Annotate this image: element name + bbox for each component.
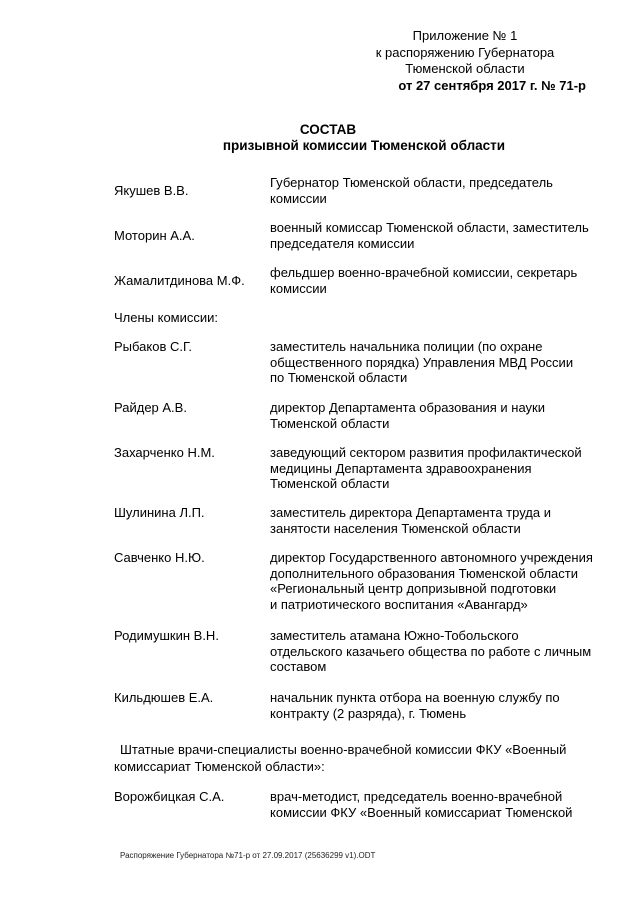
person-role bbox=[270, 445, 620, 492]
role-line: по Тюменской области bbox=[270, 370, 408, 386]
role-line: отдельского казачьего общества по работе с личным bbox=[270, 643, 592, 659]
staff-paragraph bbox=[114, 742, 620, 775]
role-line: председателя комиссии bbox=[270, 235, 415, 251]
person-role bbox=[270, 175, 620, 206]
appendix-reference: к распоряжению Губернатора bbox=[375, 44, 555, 60]
role-line: начальник пункта отбора на военную службу по bbox=[270, 690, 560, 705]
person-name: Моторин А.А. bbox=[114, 228, 195, 243]
role-line: директор Государственного автономного учреждения bbox=[270, 550, 593, 565]
person-name: Кильдюшев Е.А. bbox=[114, 690, 214, 705]
person-role bbox=[270, 690, 620, 721]
role-line: военный комиссар Тюменской области, заместитель bbox=[270, 220, 589, 235]
person-role bbox=[270, 628, 620, 675]
person-role bbox=[270, 400, 620, 431]
role-line: Губернатор Тюменской области, председатель bbox=[270, 175, 553, 190]
person-name: Родимушкин В.Н. bbox=[114, 628, 219, 643]
role-line: заместитель директора Департамента труда и bbox=[270, 505, 551, 520]
role-line: дополнительного образования Тюменской области bbox=[270, 565, 578, 581]
role-line: заместитель атамана Южно-Тобольского bbox=[270, 628, 519, 643]
role-line: заместитель начальника полиции (по охране bbox=[270, 339, 543, 354]
role-line: комиссии bbox=[270, 280, 327, 296]
role-line: комиссии ФКУ «Военный комиссариат Тюменской bbox=[270, 804, 573, 820]
role-line: фельдшер военно-врачебной комиссии, секретарь bbox=[270, 265, 578, 280]
document-title: СОСТАВ bbox=[299, 122, 357, 137]
person-name: Рыбаков С.Г. bbox=[114, 339, 193, 354]
person-name: Жамалитдинова М.Ф. bbox=[114, 273, 245, 288]
role-line: медицины Департамента здравоохранения bbox=[270, 460, 532, 476]
appendix-header bbox=[340, 28, 590, 94]
person-name: Якушев В.В. bbox=[114, 183, 189, 198]
person-role bbox=[270, 789, 620, 820]
person-role bbox=[270, 505, 620, 536]
appendix-date: от 27 сентября 2017 г. № 71-р bbox=[398, 77, 586, 93]
person-role bbox=[270, 265, 620, 296]
person-name: Захарченко Н.М. bbox=[114, 445, 215, 460]
person-name: Ворожбицкая С.А. bbox=[114, 789, 225, 804]
document-footer: Распоряжение Губернатора №71-р от 27.09.2017 (25636299 v1).ODT bbox=[120, 851, 376, 860]
role-line: врач-методист, председатель военно-врачебной bbox=[270, 789, 563, 804]
paragraph-line: комиссариат Тюменской области»: bbox=[114, 758, 325, 774]
role-line: контракту (2 разряда), г. Тюмень bbox=[270, 705, 467, 721]
role-line: и патриотического воспитания «Авангард» bbox=[270, 596, 528, 612]
person-role bbox=[270, 339, 620, 386]
role-line: комиссии bbox=[270, 190, 327, 206]
role-line: занятости населения Тюменской области bbox=[270, 520, 521, 536]
role-line: Тюменской области bbox=[270, 415, 390, 431]
appendix-number: Приложение № 1 bbox=[412, 28, 518, 43]
role-line: директор Департамента образования и науки bbox=[270, 400, 546, 415]
paragraph-line: Штатные врачи-специалисты военно-врачебной комиссии ФКУ «Военный bbox=[120, 742, 567, 757]
person-role bbox=[270, 220, 620, 251]
person-name: Савченко Н.Ю. bbox=[114, 550, 205, 565]
person-name: Райдер А.В. bbox=[114, 400, 187, 415]
person-name: Шулинина Л.П. bbox=[114, 505, 205, 520]
person-role bbox=[270, 550, 620, 612]
members-label: Члены комиссии: bbox=[114, 310, 219, 325]
appendix-region: Тюменской области bbox=[405, 61, 525, 76]
role-line: «Региональный центр допризывной подготовки bbox=[270, 581, 557, 597]
role-line: Тюменской области bbox=[270, 476, 390, 492]
role-line: заведующий сектором развития профилактической bbox=[270, 445, 582, 460]
role-line: общественного порядка) Управления МВД России bbox=[270, 354, 574, 370]
document-subtitle: призывной комиссии Тюменской области bbox=[222, 138, 506, 153]
role-line: составом bbox=[270, 659, 327, 675]
